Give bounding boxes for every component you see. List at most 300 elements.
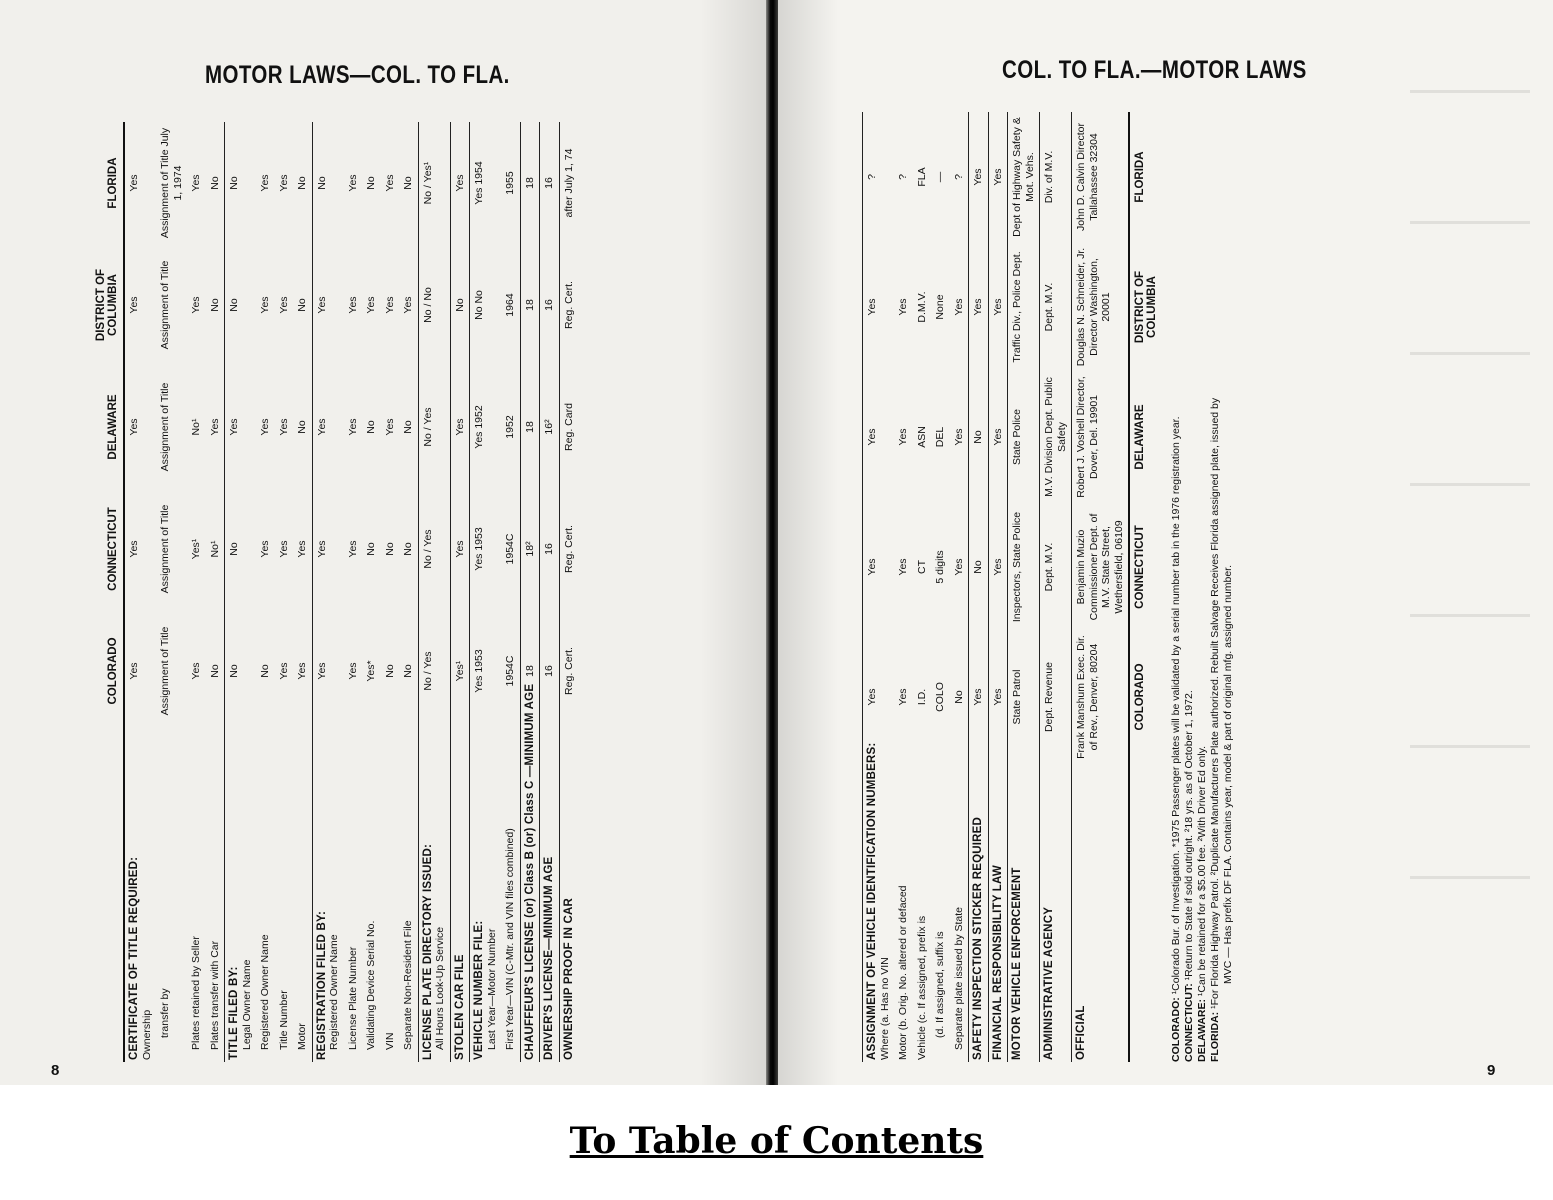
cell-value: M.V. Division Dept. Public Safety (1043, 377, 1068, 497)
cell-value: Yes (315, 296, 328, 314)
value-cell (501, 488, 520, 610)
cell-value: Yes 1953 (473, 649, 485, 693)
value-cell (540, 122, 560, 244)
cell-value: Assignment of Title (159, 382, 171, 472)
row-label-cell (418, 732, 450, 1062)
cell-value: No (972, 430, 984, 444)
value-cell (187, 610, 206, 732)
table-row (293, 122, 312, 1062)
row-label: Legal Owner Name (240, 959, 253, 1050)
row-label: Plates retained by Seller (190, 936, 202, 1050)
footnote-text: ¹Colorado Bur. of Investigation. *1975 Passenger plates will be validated by a serial number tab in the 1976 registration year. (1170, 416, 1182, 995)
value-cell (399, 488, 418, 610)
row-label-cell (450, 732, 470, 1062)
cell-value: Yes* (365, 660, 377, 682)
cell-value: Yes (897, 688, 909, 706)
cell-value: No (365, 420, 377, 434)
value-cell (988, 632, 1008, 762)
row-label: License Plate Number (346, 946, 359, 1050)
section-heading: LICENSE PLATE DIRECTORY ISSUED: (421, 844, 434, 1060)
table-row (470, 122, 502, 1062)
value-cell (362, 610, 381, 732)
value-cell (124, 488, 156, 610)
cell-value: No (952, 690, 965, 704)
value-cell (225, 610, 257, 732)
table-row (362, 122, 381, 1062)
value-cell (540, 244, 560, 366)
value-cell (913, 632, 932, 762)
value-cell (362, 366, 381, 488)
value-cell (156, 122, 187, 244)
value-cell (418, 488, 450, 610)
cell-value: No (365, 176, 377, 190)
row-label: Title Number (277, 990, 290, 1050)
value-cell (156, 488, 187, 610)
section-heading: SAFETY INSPECTION STICKER REQUIRED (972, 816, 984, 1060)
row-label: (d. If assigned, suffix is (934, 931, 946, 1038)
cell-value: 18² (523, 541, 536, 557)
value-cell (540, 488, 560, 610)
row-label-cell (399, 732, 418, 1062)
table-row (206, 122, 225, 1062)
cell-value: 16 (543, 299, 555, 311)
cell-value: 1952 (504, 415, 516, 439)
left-motor-laws-table (95, 122, 578, 1062)
value-cell (894, 372, 913, 502)
value-cell (293, 244, 312, 366)
cell-value: Yes (383, 174, 396, 192)
footnote-state: COLORADO: (1170, 997, 1182, 1062)
table-row (931, 112, 950, 1062)
value-cell (969, 632, 989, 762)
value-cell (312, 244, 344, 366)
value-cell (913, 502, 932, 632)
table-row (1008, 112, 1040, 1062)
value-cell (206, 122, 225, 244)
footnotes (1170, 112, 1235, 1062)
cell-value: Dept of Highway Safety & Mot. Vehs. (1011, 117, 1036, 237)
section-heading: STOLEN CAR FILE (453, 954, 466, 1060)
cell-value: Yes (346, 662, 359, 680)
row-label-cell (540, 732, 560, 1062)
cell-value: Yes (259, 174, 271, 192)
cell-value: No (228, 298, 240, 312)
footnote-line (1183, 112, 1196, 1062)
footnote-state: CONNECTICUT: (1183, 983, 1195, 1062)
cell-value: No (383, 542, 396, 556)
value-cell (312, 366, 344, 488)
value-cell (863, 112, 895, 242)
cell-value: Yes (972, 688, 984, 706)
cell-value: Yes (190, 296, 202, 314)
cell-value: No (208, 664, 221, 678)
column-header: DISTRICT OF COLUMBIA (1129, 242, 1162, 372)
cell-value: Yes (277, 418, 290, 436)
value-cell (293, 488, 312, 610)
cell-value: Yes (383, 418, 396, 436)
row-label-cell (344, 732, 363, 1062)
value-cell (381, 610, 400, 732)
left-rotated-table (95, 122, 578, 1062)
cell-value: Yes (346, 296, 359, 314)
value-cell (950, 632, 969, 762)
row-label-cell (501, 732, 520, 1062)
table-row (344, 122, 363, 1062)
cell-value: after July 1, 74 (562, 148, 575, 218)
cell-value: No (315, 176, 328, 190)
table-row (863, 112, 895, 1062)
value-cell (381, 244, 400, 366)
row-label: All Hours Look-Up Service (434, 926, 446, 1050)
row-label: Motor (296, 1023, 308, 1050)
table-row (399, 122, 418, 1062)
value-cell (501, 244, 520, 366)
column-header: DELAWARE (95, 366, 124, 488)
value-cell (520, 122, 540, 244)
section-heading: VEHICLE NUMBER FILE: (473, 920, 485, 1060)
cell-value: Benjamin Muzio Commissioner Dept. of M.V. State Street, Wethersfield, 06109 (1075, 513, 1125, 621)
value-cell (225, 244, 257, 366)
value-cell (894, 242, 913, 372)
book-gutter (766, 0, 778, 1085)
value-cell (256, 488, 275, 610)
value-cell (470, 244, 502, 366)
row-label-cell (275, 732, 294, 1062)
value-cell (1040, 242, 1072, 372)
footnote-text: ¹Return to State if sold outright. ²18 yrs. as of October 1, 1972. (1183, 690, 1195, 981)
row-label: Motor (b. Orig. No. altered or defaced (897, 885, 909, 1060)
value-cell (559, 610, 578, 732)
table-row (187, 122, 206, 1062)
value-cell (894, 502, 913, 632)
cell-value: Yes (952, 558, 965, 576)
cell-value: No¹ (208, 540, 221, 558)
value-cell (418, 366, 450, 488)
value-cell (124, 122, 156, 244)
value-cell (863, 502, 895, 632)
right-page-number: 9 (1487, 1062, 1496, 1079)
cell-value: 18 (523, 421, 536, 433)
row-label: Separate plate issued by State (952, 906, 965, 1050)
cell-value: Yes (866, 558, 878, 576)
value-cell (988, 372, 1008, 502)
row-label: transfer by (159, 988, 171, 1038)
cell-value: Yes (866, 688, 878, 706)
cell-value: Frank Manshum Exec. Dir. of Rev., Denver, 80204 (1075, 635, 1100, 759)
table-row (418, 122, 450, 1062)
cell-value: No / Yes¹ (421, 161, 434, 205)
cell-value: Yes (952, 298, 965, 316)
table-row (501, 122, 520, 1062)
row-label-cell (206, 732, 225, 1062)
value-cell (1072, 242, 1130, 372)
gutter-shadow-left (700, 0, 766, 1085)
value-cell (206, 244, 225, 366)
value-cell (559, 488, 578, 610)
value-cell (559, 244, 578, 366)
table-row (969, 112, 989, 1062)
cell-value: Yes (346, 540, 359, 558)
cell-value: Yes (128, 296, 140, 314)
value-cell (450, 122, 470, 244)
left-table-header (95, 122, 124, 1062)
cell-value: No (365, 542, 377, 556)
cell-value: Yes (277, 174, 290, 192)
value-cell (1008, 502, 1040, 632)
value-cell (418, 610, 450, 732)
value-cell (206, 366, 225, 488)
cell-value: DEL (934, 426, 946, 448)
cell-value: Douglas N. Schneider, Jr. Director Washington, 20001 (1075, 247, 1112, 367)
cell-value: 18 (523, 665, 536, 677)
row-label-cell (293, 732, 312, 1062)
cell-value: 5 digits (934, 550, 946, 584)
cell-value: Assignment of Title (159, 260, 171, 350)
value-cell (293, 122, 312, 244)
cell-value: Yes (277, 540, 290, 558)
cell-value: No (402, 176, 414, 190)
table-of-contents-link[interactable]: To Table of Contents (569, 1120, 984, 1162)
value-cell (501, 610, 520, 732)
section-heading: FINANCIAL RESPONSIBILITY LAW (991, 865, 1004, 1060)
value-cell (969, 112, 989, 242)
cell-value: Yes (277, 296, 290, 314)
right-table-footer (1129, 112, 1162, 1062)
cell-value: Yes (190, 174, 202, 192)
cell-value: 18 (523, 177, 536, 189)
table-row (225, 122, 257, 1062)
cell-value: No / Yes (421, 651, 434, 691)
cell-value: Yes (259, 418, 271, 436)
footnote-line (1222, 112, 1235, 1062)
cell-value: State Police (1011, 408, 1023, 466)
cell-value: Yes (228, 418, 240, 436)
cell-value: I.D. (915, 688, 928, 706)
cell-value: FLA (915, 167, 928, 187)
row-label-cell (156, 732, 187, 1062)
value-cell (559, 366, 578, 488)
cell-value: ? (952, 174, 965, 180)
section-heading: ADMINISTRATIVE AGENCY (1043, 906, 1055, 1060)
value-cell (256, 366, 275, 488)
cell-value: No (402, 542, 414, 556)
value-cell (1040, 372, 1072, 502)
cell-value: Yes (991, 688, 1004, 706)
cell-value: No (402, 420, 414, 434)
cell-value: No / Yes (421, 529, 434, 569)
table-row (894, 112, 913, 1062)
value-cell (950, 372, 969, 502)
row-label-cell (559, 732, 578, 1062)
value-cell (931, 632, 950, 762)
cell-value: Yes (453, 418, 466, 436)
value-cell (950, 112, 969, 242)
footnote-text: MVC — Has prefix DF FLA. Contains year, model & part of original mfg. assigned number. (1222, 564, 1234, 984)
row-label: VIN (383, 1032, 396, 1050)
value-cell (520, 366, 540, 488)
value-cell (501, 122, 520, 244)
table-row (1040, 112, 1072, 1062)
section-heading: CERTIFICATE OF TITLE REQUIRED: (128, 856, 140, 1060)
column-header: CONNECTICUT (95, 488, 124, 610)
row-label-cell (913, 762, 932, 1062)
row-label: Where (a. Has no VIN (878, 957, 891, 1060)
cell-value: Yes (952, 428, 965, 446)
cell-value: Yes (259, 296, 271, 314)
cell-value: No (296, 420, 308, 434)
value-cell (913, 242, 932, 372)
cell-value: ? (866, 174, 878, 180)
cell-value: Yes (296, 662, 308, 680)
cell-value: No No (473, 290, 485, 320)
value-cell (450, 366, 470, 488)
left-page-title: MOTOR LAWS—COL. TO FLA. (205, 61, 510, 89)
row-label: Separate Non-Resident File (402, 920, 414, 1050)
row-label: Registered Owner Name (259, 934, 271, 1050)
value-cell (931, 372, 950, 502)
cell-value: Yes (277, 662, 290, 680)
value-cell (1072, 112, 1130, 242)
column-header: DELAWARE (1129, 372, 1162, 502)
value-cell (293, 610, 312, 732)
value-cell (206, 488, 225, 610)
value-cell (418, 122, 450, 244)
column-header: COLORADO (95, 610, 124, 732)
cell-value: Yes¹ (190, 538, 202, 560)
value-cell (275, 366, 294, 488)
cell-value: 1964 (504, 293, 516, 317)
value-cell (540, 366, 560, 488)
table-row (540, 122, 560, 1062)
right-motor-laws-table (862, 112, 1162, 1062)
cell-value: Yes (346, 174, 359, 192)
cell-value: Yes (453, 540, 466, 558)
value-cell (344, 488, 363, 610)
cell-value: Yes (866, 428, 878, 446)
table-row (275, 122, 294, 1062)
row-label: First Year—VIN (C-Mtr. and VIN files combined) (504, 828, 516, 1050)
column-header: FLORIDA (95, 122, 124, 244)
cell-value: Assignment of Title July 1, 1974 (159, 127, 184, 239)
value-cell (1008, 112, 1040, 242)
cell-value: Assignment of Title (159, 626, 171, 716)
value-cell (1008, 242, 1040, 372)
cell-value: Yes (453, 174, 466, 192)
value-cell (206, 610, 225, 732)
value-cell (225, 122, 257, 244)
cell-value: Reg. Card (562, 403, 575, 451)
value-cell (225, 366, 257, 488)
value-cell (931, 242, 950, 372)
cell-value: Yes (365, 296, 377, 314)
value-cell (293, 366, 312, 488)
section-heading: OWNERSHIP PROOF IN CAR (562, 897, 575, 1060)
footnote-state: DELAWARE: (1196, 999, 1208, 1062)
cell-value: Yes (315, 540, 328, 558)
footnote-line (1170, 112, 1183, 1062)
row-label-cell (1072, 762, 1130, 1062)
value-cell (275, 122, 294, 244)
value-cell (312, 488, 344, 610)
cell-value: Assignment of Title (159, 504, 171, 594)
value-cell (256, 122, 275, 244)
cell-value: Yes (128, 540, 140, 558)
column-header: CONNECTICUT (1129, 502, 1162, 632)
value-cell (256, 244, 275, 366)
cell-value: Yes (190, 662, 202, 680)
cell-value: Yes (991, 558, 1004, 576)
row-label-cell (931, 762, 950, 1062)
cell-value: Yes (128, 418, 140, 436)
cell-value: Yes (402, 296, 414, 314)
value-cell (520, 244, 540, 366)
value-cell (1008, 372, 1040, 502)
value-cell (931, 502, 950, 632)
gutter-shadow-right (778, 0, 838, 1085)
value-cell (894, 112, 913, 242)
value-cell (187, 244, 206, 366)
table-row (256, 122, 275, 1062)
cell-value: Yes (208, 418, 221, 436)
value-cell (399, 366, 418, 488)
table-row (381, 122, 400, 1062)
cell-value: Yes (296, 540, 308, 558)
value-cell (362, 488, 381, 610)
cell-value: Dept. Revenue (1043, 661, 1055, 733)
cell-value: Yes (972, 168, 984, 186)
bleed-through (1410, 90, 1530, 990)
row-label-cell (1008, 762, 1040, 1062)
table-row (124, 122, 156, 1062)
cell-value: No (296, 298, 308, 312)
value-cell (559, 122, 578, 244)
cell-value: Yes (991, 428, 1004, 446)
value-cell (187, 122, 206, 244)
value-cell (418, 244, 450, 366)
cell-value: 1954C (504, 533, 516, 565)
cell-value: Reg. Cert. (562, 525, 575, 573)
row-label: Vehicle (c. If assigned, prefix is (915, 915, 928, 1060)
cell-value: D.M.V. (915, 291, 928, 323)
cell-value: No / Yes (421, 407, 434, 447)
value-cell (1040, 502, 1072, 632)
value-cell (1072, 632, 1130, 762)
row-label: Validating Device Serial No. (365, 920, 377, 1050)
cell-value: No (296, 176, 308, 190)
row-label-cell (520, 683, 540, 1062)
value-cell (344, 244, 363, 366)
section-heading: DRIVER'S LICENSE—MINIMUM AGE (543, 856, 555, 1060)
footnote-line (1209, 112, 1222, 1062)
row-label: Ownership (140, 1009, 153, 1060)
value-cell (950, 502, 969, 632)
value-cell (1040, 112, 1072, 242)
value-cell (275, 610, 294, 732)
cell-value: Yes (972, 298, 984, 316)
cell-value: Yes (383, 296, 396, 314)
footnote-text: ¹Can be retained for a $5.00 fee. ²With Driver Ed only. (1196, 745, 1208, 997)
value-cell (988, 112, 1008, 242)
value-cell (540, 610, 560, 732)
toc-link-container (0, 1120, 1553, 1162)
value-cell (156, 610, 187, 732)
cell-value: ASN (915, 426, 928, 448)
value-cell (275, 244, 294, 366)
value-cell (124, 366, 156, 488)
cell-value: No (383, 664, 396, 678)
row-label-cell (894, 762, 913, 1062)
value-cell (399, 610, 418, 732)
